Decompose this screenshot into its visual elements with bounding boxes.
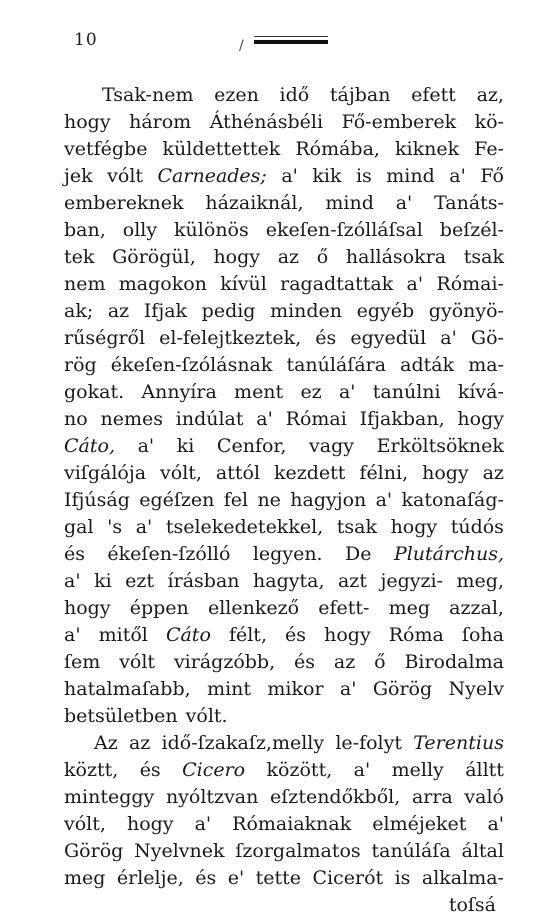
word: az xyxy=(277,246,300,268)
word: a' xyxy=(194,813,212,835)
word: Római xyxy=(285,408,347,430)
word: le-folyt xyxy=(335,732,402,754)
word: mind xyxy=(386,165,435,187)
text-line xyxy=(64,705,504,732)
word: is xyxy=(355,165,372,187)
word: eſztendőkből, xyxy=(270,786,401,808)
text-line xyxy=(64,543,504,570)
word: nyóltzvan xyxy=(165,786,259,808)
word: éppen xyxy=(129,597,189,619)
word: egyedül xyxy=(350,327,427,349)
word: a' xyxy=(449,165,466,187)
word: a' xyxy=(256,408,273,430)
word: betsületben xyxy=(64,705,178,727)
word: érlelje, xyxy=(116,867,184,889)
word: egyéb xyxy=(356,300,415,322)
word: nemes xyxy=(100,408,163,430)
word: a' xyxy=(440,327,457,349)
word: írásban xyxy=(167,570,240,592)
header-rule xyxy=(254,36,328,44)
word: Görög xyxy=(372,678,433,700)
word: pedig xyxy=(201,300,256,322)
word: hatalmaſabb, xyxy=(64,678,191,700)
word: Nyelvnek xyxy=(134,840,225,862)
word: hogy xyxy=(213,246,261,268)
text-line xyxy=(64,867,504,894)
word: Görög xyxy=(64,840,124,862)
word: vólt, xyxy=(160,462,202,484)
page-number: 10 xyxy=(74,30,98,50)
word: Ifjak xyxy=(143,300,188,322)
text-line xyxy=(64,408,504,435)
word: Plutárchus, xyxy=(393,543,504,565)
word: arra xyxy=(411,786,453,808)
word: hogy xyxy=(324,624,371,646)
word: Cicerót xyxy=(312,867,384,889)
word: kívül xyxy=(220,273,267,295)
word: azzal, xyxy=(449,597,504,619)
text-line xyxy=(64,111,504,138)
word: adták xyxy=(400,354,455,376)
word: Cenfor, xyxy=(216,435,287,457)
word: és xyxy=(294,651,316,673)
word: alkalma- xyxy=(421,867,504,889)
word: Róma xyxy=(388,624,444,646)
word: ſem xyxy=(64,651,101,673)
word: kívá- xyxy=(457,381,504,403)
word: ez xyxy=(300,381,322,403)
word: által xyxy=(461,840,504,862)
text-line xyxy=(64,489,504,516)
word: az xyxy=(128,732,151,754)
word: vólt. xyxy=(185,705,228,727)
word: rűségről xyxy=(64,327,146,349)
word: jegyzi- xyxy=(380,570,444,592)
word: hagyjon xyxy=(290,489,367,511)
word: mitől xyxy=(98,624,148,646)
word: Tanáts- xyxy=(434,192,504,214)
text-line xyxy=(64,570,504,597)
word: a' xyxy=(338,381,356,403)
word: tselekedetekkel, xyxy=(165,516,324,538)
text-line xyxy=(64,435,504,462)
word: jek xyxy=(64,165,93,187)
word: három xyxy=(129,111,192,133)
word: a' xyxy=(353,759,371,781)
text-line xyxy=(64,678,504,705)
word: házaiknál, xyxy=(205,192,304,214)
word: ő xyxy=(316,246,329,268)
word: a' xyxy=(395,192,413,214)
word: magokon xyxy=(118,273,207,295)
word: a' xyxy=(487,813,504,835)
word: Carneades; xyxy=(157,165,267,187)
text-line xyxy=(64,381,504,408)
word: el-felejtkeztek, xyxy=(159,327,302,349)
word: beſzél- xyxy=(439,219,504,241)
word: ezt xyxy=(125,570,155,592)
word: a' xyxy=(64,624,81,646)
word: Cicero xyxy=(182,759,246,781)
text-line xyxy=(64,813,504,840)
word: mind xyxy=(325,192,374,214)
word: hogy xyxy=(390,516,438,538)
word: és xyxy=(64,543,85,565)
word: gal xyxy=(64,516,94,538)
word: idő-ſzakaſz,melly xyxy=(161,732,325,754)
word: Rómába, xyxy=(295,138,380,160)
word: vagy xyxy=(309,435,355,457)
word: melly xyxy=(391,759,444,781)
word: hagyta, xyxy=(253,570,325,592)
word: indúlat xyxy=(175,408,244,430)
word: legyen. xyxy=(252,543,323,565)
word: ſoha xyxy=(461,624,504,646)
word: meg, xyxy=(456,570,504,592)
text-line xyxy=(64,732,504,759)
word: hogy xyxy=(64,597,111,619)
word: embereknek xyxy=(64,192,184,214)
word: meg xyxy=(64,867,106,889)
word: Terentius xyxy=(413,732,504,754)
word: egéſzen xyxy=(139,489,215,511)
text-line xyxy=(64,759,504,786)
word: tek xyxy=(64,246,95,268)
word: Római- xyxy=(436,273,504,295)
text-line xyxy=(64,84,504,111)
text-line xyxy=(64,246,504,273)
text-line xyxy=(64,138,504,165)
text-line xyxy=(64,840,504,867)
word: Birodalma xyxy=(404,651,504,673)
word: ki xyxy=(176,435,195,457)
word: kik xyxy=(312,165,342,187)
text-line xyxy=(64,651,504,678)
word: ment xyxy=(234,381,284,403)
word: viſgálója xyxy=(64,462,147,484)
word: való xyxy=(464,786,504,808)
word: Az xyxy=(94,732,118,754)
word: vetfégbe xyxy=(64,138,148,160)
word: Cáto xyxy=(165,624,211,646)
word: no xyxy=(64,408,88,430)
word: ſzorgalmatos xyxy=(235,840,361,862)
word: ma- xyxy=(468,354,504,376)
word: vólt xyxy=(107,165,144,187)
word: minteggy xyxy=(64,786,155,808)
word: tsak xyxy=(336,516,377,538)
text-line xyxy=(64,894,504,921)
word: ne xyxy=(257,489,281,511)
word: tette xyxy=(255,867,302,889)
word: nem xyxy=(64,273,106,295)
text-line xyxy=(64,516,504,543)
word: a' xyxy=(406,273,424,295)
word: tanúláſára xyxy=(286,354,387,376)
word: Áthénásbéli xyxy=(209,111,324,133)
word: ékeſen-ſzólló xyxy=(107,543,231,565)
word: kezdett xyxy=(274,462,346,484)
word: kö- xyxy=(474,111,504,133)
text-line xyxy=(64,273,504,300)
body-text xyxy=(64,84,504,921)
word: tájban xyxy=(329,84,391,106)
word: mint xyxy=(207,678,252,700)
word: tanúlni xyxy=(372,381,441,403)
word: ő xyxy=(374,651,386,673)
word: efett xyxy=(411,84,456,106)
word: ékeſen-ſzólásnak xyxy=(110,354,273,376)
word: hogy xyxy=(64,111,111,133)
word: között, xyxy=(266,759,333,781)
word: hallásokra xyxy=(345,246,447,268)
word: Fő xyxy=(480,165,504,187)
word: e' xyxy=(227,867,245,889)
word: idő xyxy=(279,84,310,106)
word: ragadtattak xyxy=(280,273,394,295)
text-line xyxy=(64,462,504,489)
word: az xyxy=(482,462,504,484)
word: Ifjúság xyxy=(64,489,130,511)
word: az xyxy=(107,300,130,322)
word: mikor xyxy=(267,678,324,700)
text-line xyxy=(64,192,504,219)
word: a' xyxy=(339,678,357,700)
word: rög xyxy=(64,354,97,376)
word: is xyxy=(394,867,411,889)
word: elméjeket xyxy=(372,813,467,835)
word: azt xyxy=(337,570,367,592)
word: hogy xyxy=(457,408,504,430)
word: kiknek xyxy=(395,138,460,160)
word: ekeſen-ſzólláſsal xyxy=(265,219,423,241)
word: a' xyxy=(137,435,155,457)
word: katonaſág- xyxy=(401,489,504,511)
text-line xyxy=(64,354,504,381)
word: az xyxy=(333,651,356,673)
word: Annyíra xyxy=(141,381,217,403)
word: Görögül, xyxy=(112,246,196,268)
word: Cáto, xyxy=(64,435,115,457)
word: a' xyxy=(135,516,153,538)
text-line xyxy=(64,165,504,192)
word: és xyxy=(195,867,217,889)
word: minden xyxy=(270,300,343,322)
word: a' xyxy=(281,165,298,187)
word: hogy xyxy=(126,813,174,835)
word: Ifjakban, xyxy=(359,408,445,430)
word: fel xyxy=(223,489,249,511)
word: a' xyxy=(375,489,393,511)
word: álltt xyxy=(465,759,504,781)
text-line xyxy=(64,327,504,354)
text-line xyxy=(64,786,504,813)
word: toſsá xyxy=(448,894,496,916)
word: Tsak-nem xyxy=(102,84,194,106)
word: gokat. xyxy=(64,381,125,403)
word: ellenkező xyxy=(207,597,300,619)
word: ki xyxy=(94,570,112,592)
word: tsak xyxy=(463,246,504,268)
word: ezen xyxy=(214,84,259,106)
word: az, xyxy=(476,84,504,106)
word: Rómaiaknak xyxy=(232,813,352,835)
word: ban, xyxy=(64,219,106,241)
word: tanúláſa xyxy=(371,840,451,862)
word: ak; xyxy=(64,300,94,322)
word: különös xyxy=(174,219,249,241)
word: Fe- xyxy=(474,138,504,160)
word: virágzóbb, xyxy=(173,651,276,673)
word: és xyxy=(315,327,337,349)
word: Gö- xyxy=(470,327,504,349)
word: Erköltsöknek xyxy=(376,435,504,457)
word: meg xyxy=(388,597,431,619)
word: és xyxy=(139,759,161,781)
word: köztt, xyxy=(64,759,119,781)
word: vólt xyxy=(119,651,156,673)
word: a' xyxy=(64,570,81,592)
ornament-slash: / xyxy=(239,38,244,54)
text-line xyxy=(64,219,504,246)
word: De xyxy=(345,543,372,565)
word: efett- xyxy=(318,597,370,619)
word: és xyxy=(285,624,307,646)
text-line xyxy=(64,300,504,327)
word: Fő-emberek xyxy=(341,111,457,133)
word: vólt, xyxy=(64,813,106,835)
word: Nyelv xyxy=(448,678,504,700)
text-line xyxy=(64,597,504,624)
word: félni, xyxy=(359,462,409,484)
word: gyönyö- xyxy=(428,300,504,322)
word: olly xyxy=(122,219,158,241)
word: hogy xyxy=(422,462,469,484)
word: 's xyxy=(107,516,123,538)
word: attól xyxy=(215,462,261,484)
word: küldettettek xyxy=(162,138,281,160)
text-line xyxy=(64,624,504,651)
word: túdós xyxy=(450,516,504,538)
word: félt, xyxy=(228,624,267,646)
